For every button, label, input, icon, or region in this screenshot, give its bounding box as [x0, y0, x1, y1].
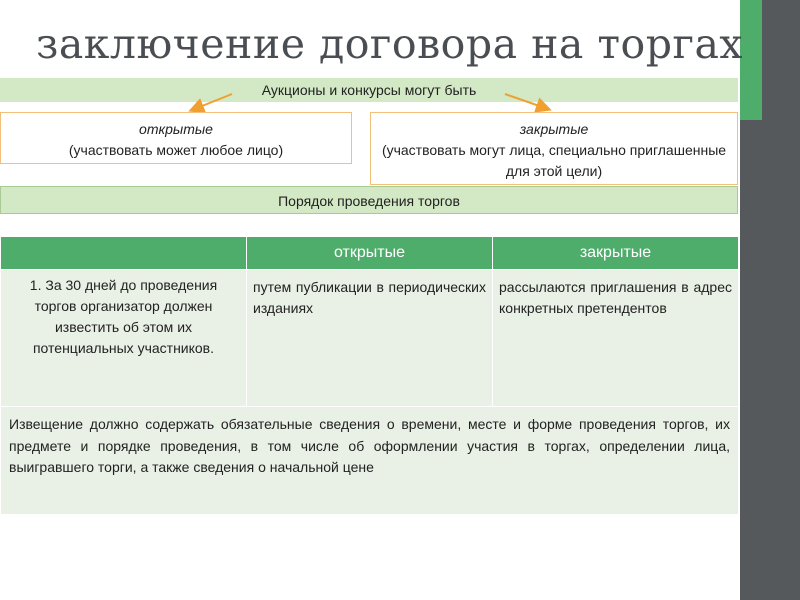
- open-method-cell: путем публикации в периодических изданиях: [247, 270, 493, 407]
- procedure-table: [0, 236, 739, 515]
- open-auction-box: [0, 112, 352, 164]
- side-accent: [740, 0, 762, 120]
- closed-method-cell: рассылаются приглашения в адрес конкретных претендентов: [493, 270, 739, 407]
- table-row: [1, 270, 739, 407]
- table-row: [1, 407, 739, 515]
- procedure-band: Порядок проведения торгов: [0, 186, 738, 214]
- table-header-row: [1, 237, 739, 270]
- closed-auction-box: [370, 112, 738, 185]
- header-closed: закрытые: [493, 237, 739, 270]
- notice-cell: Извещение должно содержать обязательные сведения о времени, месте и форме проведения торгов, их предмете и порядке проведения, в том числе об оформлении участия в торгах, определении лица, выигравшего торги, а также сведения о начальной цене: [1, 407, 739, 515]
- open-auction-text: (участвовать может любое лицо): [68, 142, 284, 158]
- open-auction-title: открытые: [139, 121, 213, 137]
- header-open: открытые: [247, 237, 493, 270]
- step-cell: 1. За 30 дней до проведения торгов организатор должен известить об этом их потенциальных участников.: [1, 270, 247, 407]
- slide-title: заключение договора на торгах: [36, 20, 744, 68]
- closed-auction-text: (участвовать могут лица, специально приглашенные для этой цели): [381, 142, 727, 179]
- header-empty: [1, 237, 247, 270]
- auction-types-band: Аукционы и конкурсы могут быть: [0, 78, 738, 102]
- closed-auction-title: закрытые: [519, 121, 589, 137]
